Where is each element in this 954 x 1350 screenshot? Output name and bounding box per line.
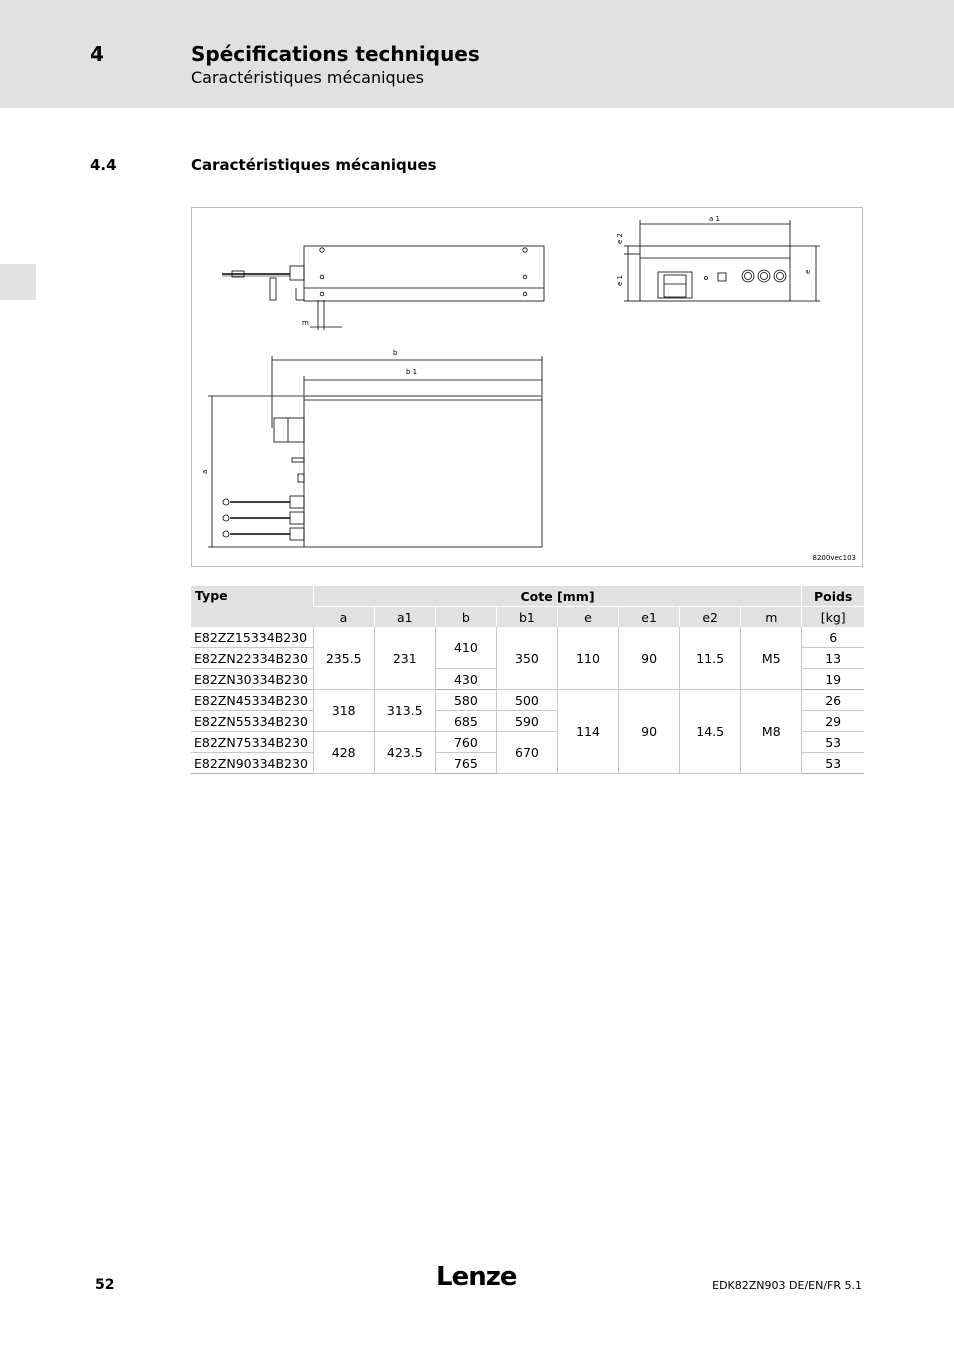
chapter-title: Spécifications techniques [191, 42, 480, 66]
col-e1: e1 [619, 607, 680, 628]
weight-cell: 19 [802, 669, 864, 690]
weight-cell: 13 [802, 648, 864, 669]
type-cell: E82ZN75334B230 [191, 732, 313, 753]
value-e2: 14.5 [680, 690, 741, 774]
table-row [191, 627, 864, 648]
value-e: 114 [557, 690, 618, 774]
dimension-drawing [191, 207, 863, 567]
value-a1: 423.5 [374, 732, 435, 774]
side-view [222, 246, 544, 330]
value-e1: 90 [619, 690, 680, 774]
dimensions-table [191, 586, 864, 774]
dim-label-a: a [201, 469, 209, 474]
value-b1: 350 [496, 627, 557, 690]
value-b: 685 [435, 711, 496, 732]
col-a: a [313, 607, 374, 628]
figure-code: 8200vec103 [812, 554, 856, 562]
weight-cell: 29 [802, 711, 864, 732]
document-reference: EDK82ZN903 DE/EN/FR 5.1 [712, 1279, 862, 1292]
value-b: 760 [435, 732, 496, 753]
col-weight-unit: [kg] [802, 607, 864, 628]
top-view [201, 349, 542, 547]
value-a: 235.5 [313, 627, 374, 690]
table-row [191, 690, 864, 711]
dim-label-a1: a 1 [709, 215, 720, 223]
header-type: Type [191, 586, 313, 627]
value-b: 410 [435, 627, 496, 669]
value-e2: 11.5 [680, 627, 741, 690]
value-b1: 500 [496, 690, 557, 711]
dim-label-e1: e 1 [616, 275, 624, 286]
value-m: M5 [741, 627, 802, 690]
header-poids: Poids [802, 586, 864, 607]
value-a: 318 [313, 690, 374, 732]
type-cell: E82ZN55334B230 [191, 711, 313, 732]
value-b: 430 [435, 669, 496, 690]
dim-label-e: e [804, 269, 812, 274]
section-title: Caractéristiques mécaniques [191, 156, 437, 174]
chapter-subtitle: Caractéristiques mécaniques [191, 68, 425, 87]
col-a1: a1 [374, 607, 435, 628]
section-number: 4.4 [90, 156, 117, 174]
technical-drawing [192, 208, 864, 568]
type-cell: E82ZN45334B230 [191, 690, 313, 711]
value-a: 428 [313, 732, 374, 774]
chapter-number: 4 [90, 42, 104, 66]
header-cote: Cote [mm] [313, 586, 802, 607]
type-cell: E82ZZ15334B230 [191, 627, 313, 648]
value-m: M8 [741, 690, 802, 774]
value-b: 765 [435, 753, 496, 774]
dim-label-b: b [393, 349, 398, 357]
type-cell: E82ZN90334B230 [191, 753, 313, 774]
value-e: 110 [557, 627, 618, 690]
dim-label-e2: e 2 [616, 233, 624, 244]
side-tab-marker [0, 264, 36, 300]
value-e1: 90 [619, 627, 680, 690]
dim-label-m: m [302, 319, 309, 327]
type-cell: E82ZN30334B230 [191, 669, 313, 690]
value-b1: 590 [496, 711, 557, 732]
weight-cell: 53 [802, 732, 864, 753]
value-b: 580 [435, 690, 496, 711]
type-cell: E82ZN22334B230 [191, 648, 313, 669]
col-m: m [741, 607, 802, 628]
weight-cell: 6 [802, 627, 864, 648]
col-b: b [435, 607, 496, 628]
value-a1: 313.5 [374, 690, 435, 732]
col-e2: e2 [680, 607, 741, 628]
page-number: 52 [95, 1277, 115, 1293]
value-b1: 670 [496, 732, 557, 774]
lenze-logo: Lenze [436, 1262, 517, 1292]
value-a1: 231 [374, 627, 435, 690]
weight-cell: 53 [802, 753, 864, 774]
weight-cell: 26 [802, 690, 864, 711]
dim-label-b1: b 1 [406, 368, 418, 376]
col-e: e [557, 607, 618, 628]
end-view [616, 215, 820, 301]
col-b1: b1 [496, 607, 557, 628]
